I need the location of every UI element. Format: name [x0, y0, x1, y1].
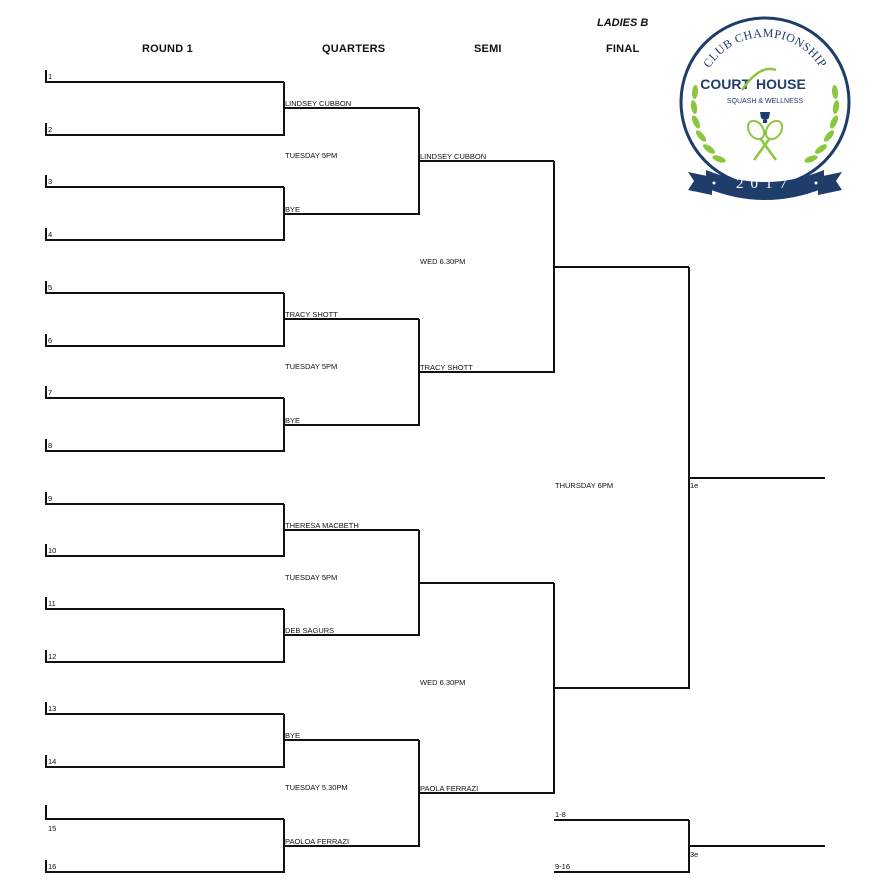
quarters-time-label: TUESDAY 5PM [285, 362, 338, 371]
champion-line [689, 477, 825, 479]
round1-connector [283, 609, 285, 663]
club-championship-logo [672, 12, 858, 212]
round1-slot-line [46, 503, 284, 505]
round1-slot-tick [45, 544, 47, 557]
logo-year: 2017 [736, 176, 794, 192]
round1-slot-tick [45, 650, 47, 663]
round1-seed-label: 16 [48, 862, 57, 871]
quarters-player-label: LINDSEY CUBBON [285, 99, 352, 108]
semi-player-label: TRACY SHOTT [420, 363, 473, 372]
quarters-slot-line [284, 424, 419, 426]
logo-tagline: SQUASH & WELLNESS [726, 98, 804, 105]
round1-slot-tick [45, 860, 47, 873]
round1-seed-label: 6 [48, 336, 53, 345]
header-semi: SEMI [474, 43, 502, 55]
third-place-result-line [689, 845, 825, 847]
semi-player-label: PAOLA FERRAZI [420, 784, 479, 793]
round1-slot-line [46, 186, 284, 188]
round1-slot-line [46, 134, 284, 136]
round1-slot-tick [45, 755, 47, 768]
round1-slot-tick [45, 597, 47, 610]
semi-slot-line [419, 582, 554, 584]
round1-seed-label: 8 [48, 441, 53, 450]
logo-brand-right: HOUSE [756, 76, 806, 92]
quarters-time-label: TUESDAY 5PM [285, 573, 338, 582]
round1-slot-line [46, 555, 284, 557]
quarters-player-label: BYE [285, 416, 301, 425]
round1-slot-tick [45, 386, 47, 399]
quarters-time-label: TUESDAY 5.30PM [285, 783, 348, 792]
round1-seed-label: 9 [48, 494, 53, 503]
round1-slot-line [46, 397, 284, 399]
round1-seed-label: 13 [48, 704, 57, 713]
round1-connector [283, 293, 285, 347]
round1-slot-tick [45, 334, 47, 347]
quarters-player-label: BYE [285, 205, 301, 214]
round1-seed-label: 7 [48, 388, 53, 397]
round1-slot-line [46, 239, 284, 241]
round1-seed-label: 14 [48, 757, 57, 766]
quarters-slot-line [284, 739, 419, 741]
quarters-player-label: BYE [285, 731, 301, 740]
round1-slot-tick [45, 70, 47, 83]
third-place-top-line [554, 819, 689, 821]
semi-time-label: WED 6.30PM [420, 678, 466, 687]
round1-seed-label: 11 [48, 599, 56, 608]
round1-slot-tick [45, 228, 47, 241]
champion-label: 1e [690, 481, 699, 490]
round1-slot-line [46, 661, 284, 663]
quarters-player-label: DEB SAGURS [285, 626, 335, 635]
bracket-title: LADIES B [597, 17, 649, 29]
round1-seed-label: 2 [48, 125, 53, 134]
third-place-top-label: 1-8 [555, 810, 566, 819]
header-final: FINAL [606, 43, 640, 55]
round1-slot-line [46, 450, 284, 452]
header-quarters: QUARTERS [322, 43, 386, 55]
round1-slot-line [46, 818, 284, 820]
round1-seed-label: 15 [48, 824, 57, 833]
round1-seed-label: 10 [48, 546, 57, 555]
round1-slot-tick [45, 492, 47, 505]
round1-connector [283, 714, 285, 768]
round1-slot-line [46, 81, 284, 83]
round1-slot-tick [45, 439, 47, 452]
third-place-result-label: 3e [690, 850, 699, 859]
round1-slot-tick [45, 281, 47, 294]
round1-seed-label: 3 [48, 177, 53, 186]
semi-time-label: WED 6.30PM [420, 257, 466, 266]
final-time-label: THURSDAY 6PM [555, 481, 614, 490]
final-slot-line [554, 687, 689, 689]
round1-slot-tick [45, 175, 47, 188]
quarters-time-label: TUESDAY 5PM [285, 151, 338, 160]
round1-seed-label: 4 [48, 230, 53, 239]
third-place-bottom-line [554, 871, 689, 873]
header-round1: ROUND 1 [142, 43, 193, 55]
logo-arc-text: CLUB CHAMPIONSHIP [700, 25, 830, 71]
quarters-player-label: THERESA MACBETH [285, 521, 359, 530]
round1-slot-tick [45, 702, 47, 715]
round1-slot-line [46, 608, 284, 610]
round1-seed-label: 12 [48, 652, 57, 661]
round1-slot-tick [45, 805, 47, 820]
semi-player-label: LINDSEY CUBBON [420, 152, 487, 161]
third-place-bottom-label: 9-16 [555, 862, 571, 871]
quarters-player-label: PAOLOA FERRAZI [285, 837, 350, 846]
round1-slot-line [46, 766, 284, 768]
round1-slot-line [46, 292, 284, 294]
final-slot-line [554, 266, 689, 268]
round1-slot-tick [45, 123, 47, 136]
round1-slot-line [46, 871, 284, 873]
quarters-slot-line [284, 213, 419, 215]
round1-slot-line [46, 713, 284, 715]
logo-brand-left: COURT [700, 76, 750, 92]
round1-seed-label: 5 [48, 283, 53, 292]
round1-slot-line [46, 345, 284, 347]
quarters-player-label: TRACY SHOTT [285, 310, 338, 319]
round1-connector [283, 82, 285, 136]
round1-seed-label: 1 [48, 72, 53, 81]
